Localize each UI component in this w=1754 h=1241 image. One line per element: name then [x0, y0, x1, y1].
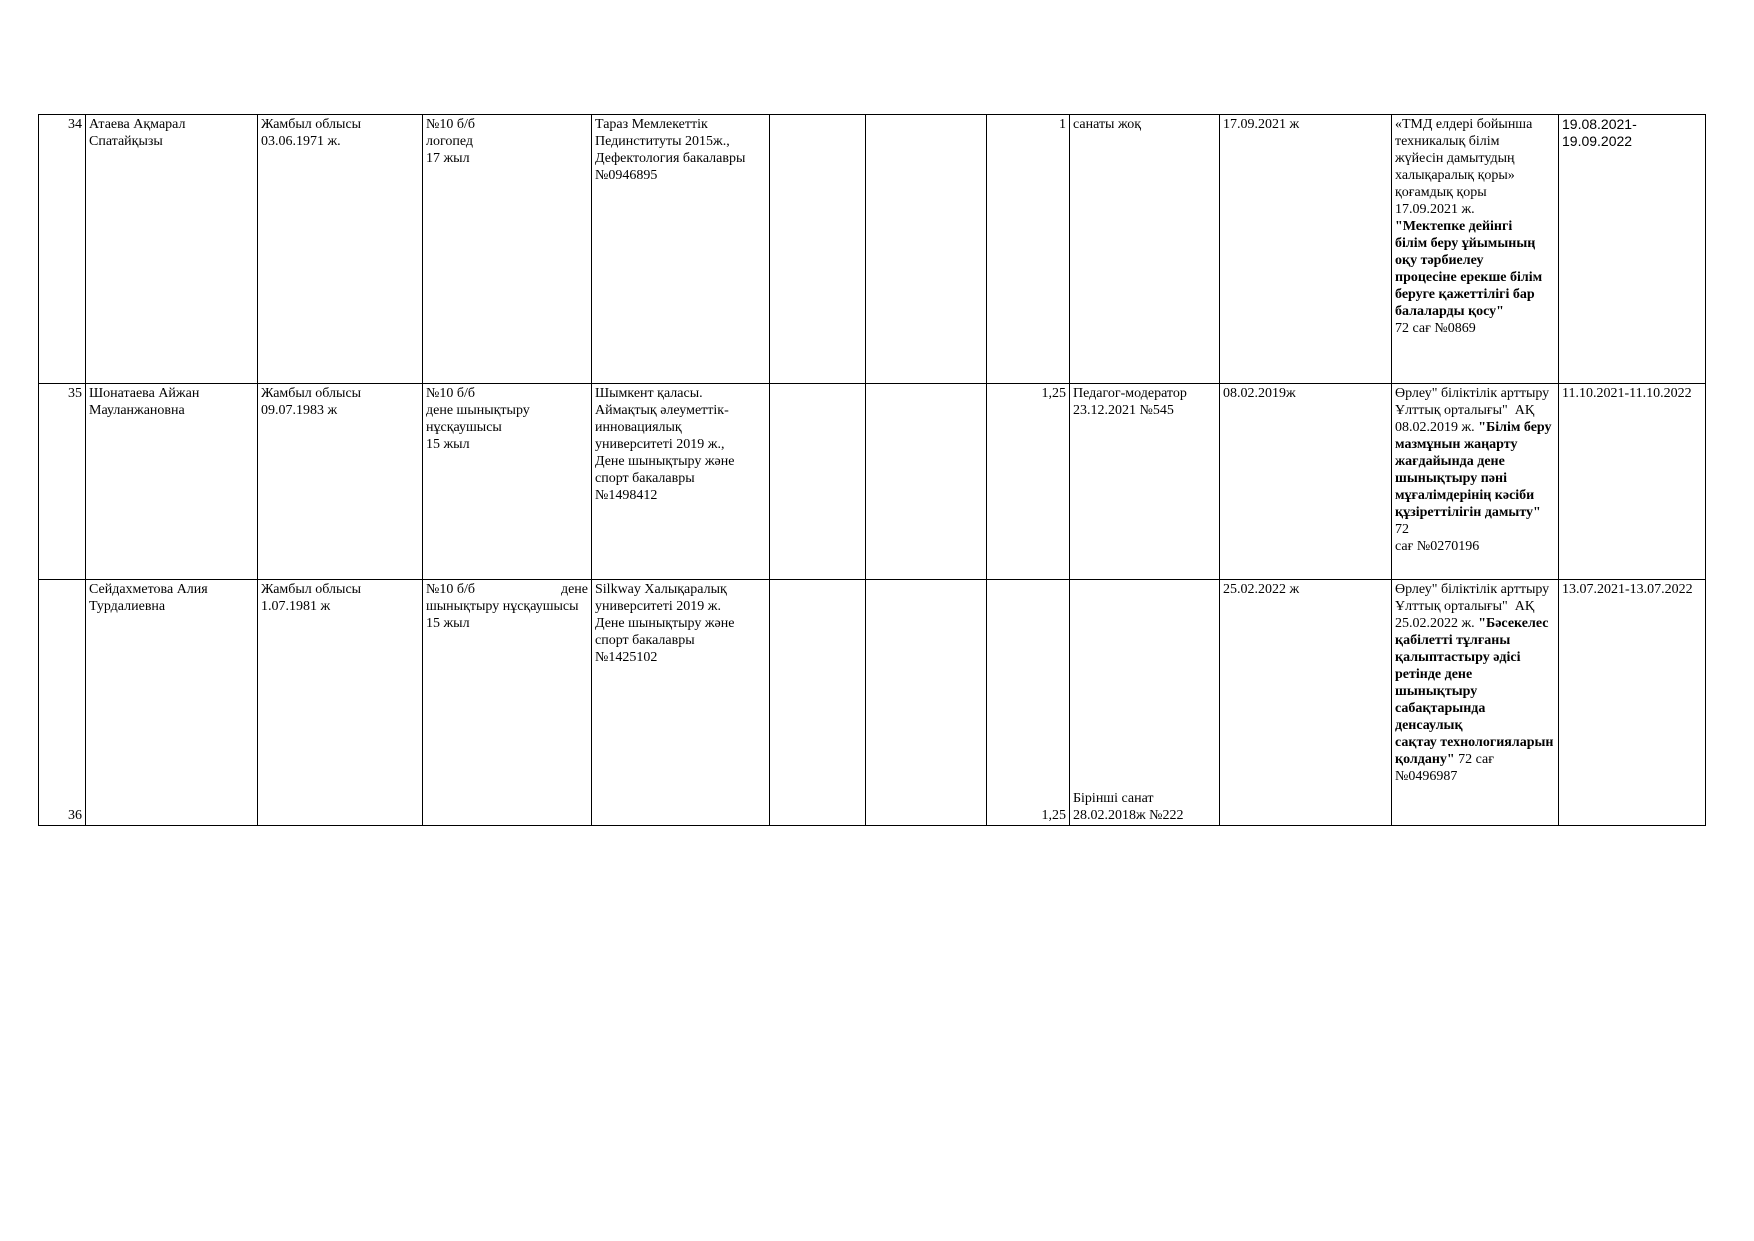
- workload-rate: 1,25: [987, 384, 1070, 580]
- birth-info: Жамбыл облысы 09.07.1983 ж: [258, 384, 423, 580]
- birth-info: Жамбыл облысы 1.07.1981 ж: [258, 580, 423, 826]
- teacher-name: Сейдахметова Алия Турдалиевна: [86, 580, 258, 826]
- category-info: Бірінші санат 28.02.2018ж №222: [1070, 580, 1220, 826]
- teacher-name: Шонатаева Айжан Мауланжановна: [86, 384, 258, 580]
- row-number: 34: [39, 115, 86, 384]
- empty-cell: [770, 115, 866, 384]
- birth-info: Жамбыл облысы 03.06.1971 ж.: [258, 115, 423, 384]
- certification-period: 19.08.2021-19.09.2022: [1559, 115, 1706, 384]
- education-info: Silkway Халықаралық университеті 2019 ж. Дене шынықтыру және спорт бакалавры №1425102: [592, 580, 770, 826]
- empty-cell: [866, 580, 987, 826]
- row-number: 35: [39, 384, 86, 580]
- education-info: Шымкент қаласы. Аймақтық әлеуметтік- инновациялық университеті 2019 ж., Дене шынықтыру және спорт бакалавры №1498412: [592, 384, 770, 580]
- empty-cell: [770, 580, 866, 826]
- course-date: 25.02.2022 ж: [1220, 580, 1392, 826]
- empty-cell: [866, 384, 987, 580]
- course-info: Өрлеу" біліктілік арттыру Ұлттық орталығы" АҚ 25.02.2022 ж. "Бәсекелес қабілетті тұлғаны қалыптастыру әдісі ретінде дене шынықтыру сабақтарында денсаулық сақтау технологияларын қолдану" 72 сағ №0496987: [1392, 580, 1559, 826]
- teacher-name: Атаева Ақмарал Спатайқызы: [86, 115, 258, 384]
- certification-period: 11.10.2021-11.10.2022: [1559, 384, 1706, 580]
- course-date: 17.09.2021 ж: [1220, 115, 1392, 384]
- certification-period: 13.07.2021-13.07.2022: [1559, 580, 1706, 826]
- course-info: Өрлеу" біліктілік арттыру Ұлттық орталығы" АҚ 08.02.2019 ж. "Білім беру мазмұнын жаңарту жағдайында дене шынықтыру пәні мұғалімдерінің кәсіби құзіреттілігін дамыту" 72 сағ №0270196: [1392, 384, 1559, 580]
- position-info: №10 б/б дене шынықтыру нұсқаушысы 15 жыл: [423, 580, 592, 826]
- position-info: №10 б/б дене шынықтыру нұсқаушысы 15 жыл: [423, 384, 592, 580]
- course-date: 08.02.2019ж: [1220, 384, 1392, 580]
- category-info: санаты жоқ: [1070, 115, 1220, 384]
- empty-cell: [770, 384, 866, 580]
- table-row: [39, 115, 1706, 384]
- table-row: [39, 384, 1706, 580]
- staff-table: [38, 114, 1706, 826]
- education-info: Тараз Мемлекеттік Пединституты 2015ж., Дефектология бакалавры №0946895: [592, 115, 770, 384]
- row-number: 36: [39, 580, 86, 826]
- course-info: «ТМД елдері бойынша техникалық білім жүйесін дамытудың халықаралық қоры» қоғамдық қоры 17.09.2021 ж. "Мектепке дейінгі білім беру ұйымының оқу тәрбиелеу процесіне ерекше білім беруге қажеттілігі бар балаларды қосу" 72 сағ №0869: [1392, 115, 1559, 384]
- category-info: Педагог-модератор 23.12.2021 №545: [1070, 384, 1220, 580]
- workload-rate: 1: [987, 115, 1070, 384]
- empty-cell: [866, 115, 987, 384]
- position-info: №10 б/б логопед 17 жыл: [423, 115, 592, 384]
- table-row: [39, 580, 1706, 826]
- workload-rate: 1,25: [987, 580, 1070, 826]
